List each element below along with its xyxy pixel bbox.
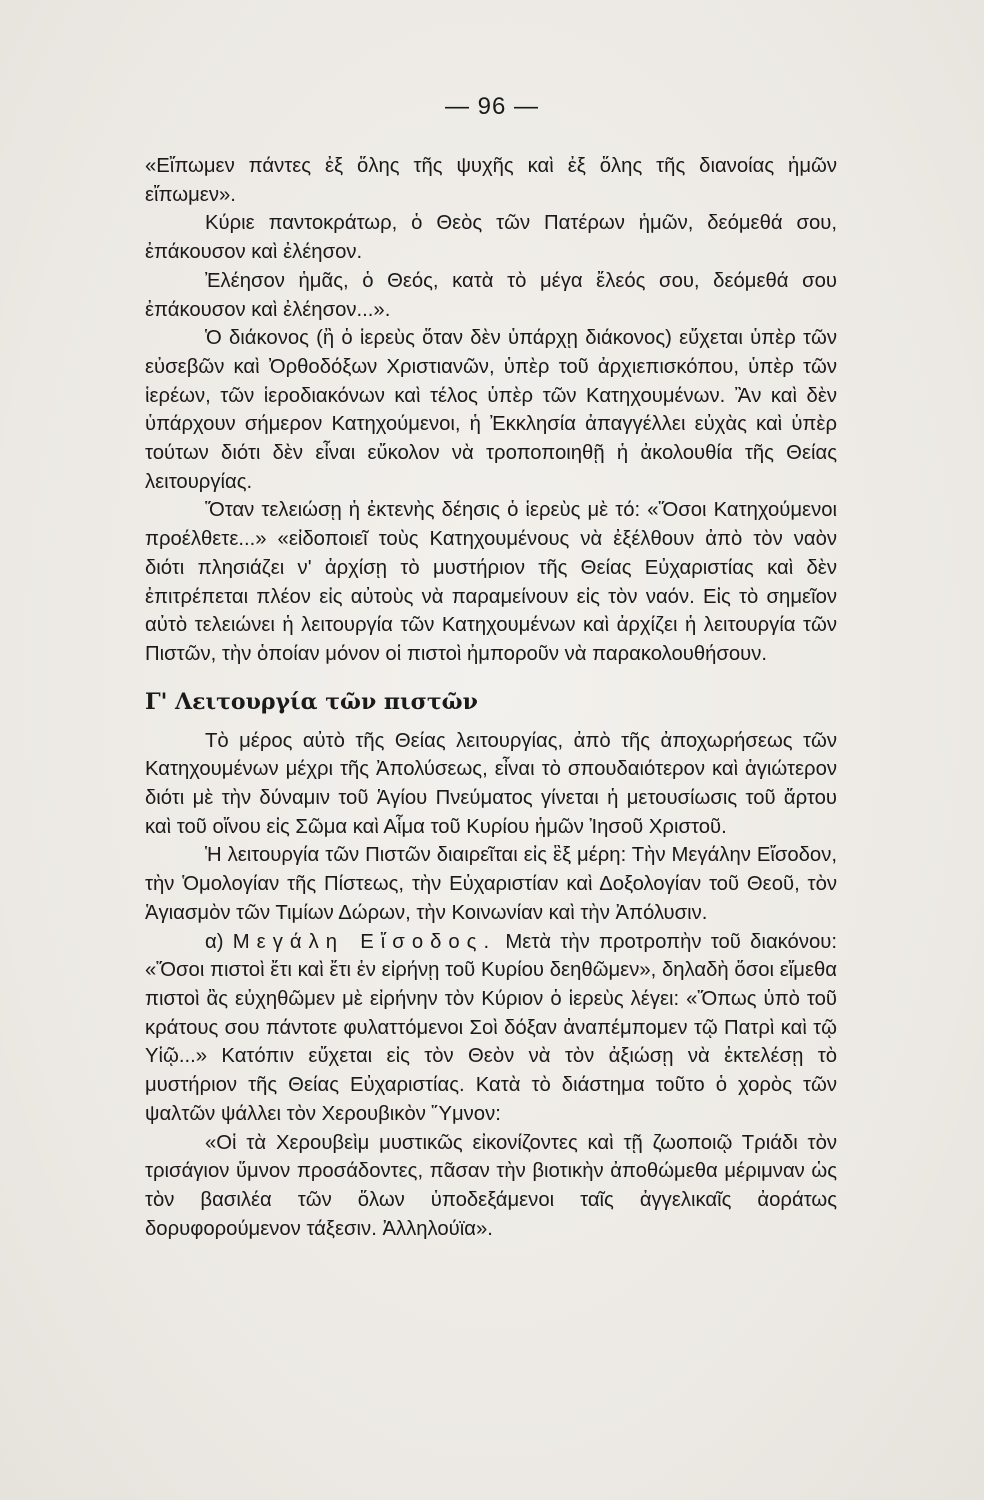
paragraph-deacon-prayers: Ὁ διάκονος (ἢ ὁ ἱερεὺς ὅταν δὲν ὑπάρχῃ διάκονος) εὔχεται ὑπὲρ τῶν εὐσεβῶν καὶ Ὀρθοδόξων Χριστιανῶν, ὑπὲρ τοῦ ἀρχιεπισκόπου, ὑπὲρ τῶν ἱερέων, τῶν ἱεροδιακόνων καὶ τέλος ὑπὲρ τῶν Κατηχουμένων. Ἂν καὶ δὲν ὑπάρχουν σήμερον Κατηχούμενοι, ἡ Ἐκκλησία ἀπαγγέλλει εὐχὰς καὶ ὑπὲρ τούτων διότι δὲν εἶναι εὔκολον νὰ τροποποιηθῇ ἡ ἀκολουθία τῆς Θείας λειτουργίας. [145,327,837,493]
paragraph-faithful-liturgy-parts: Ἡ λειτουργία τῶν Πιστῶν διαιρεῖται εἰς ἓξ μέρη: Τὴν Μεγάλην Εἴσοδον, τὴν Ὁμολογίαν τῆς Πίστεως, τὴν Εὐχαριστίαν καὶ Δοξολογίαν τοῦ Θεοῦ, τὸν Ἁγιασμὸν τῶν Τιμίων Δώρων, τὴν Κοινωνίαν καὶ τὴν Ἀπόλυσιν. [145,844,837,924]
subsection-label: α) [205,930,224,953]
subsection-title: Μεγάλη Εἴσοδος. [232,930,497,953]
paragraph-catechumens-dismissal: Ὅταν τελειώσῃ ἡ ἐκτενὴς δέησις ὁ ἱερεὺς μὲ τό: «Ὅσοι Κατηχούμενοι προέλθετε...» «εἰδοποιεῖ τοὺς Κατηχουμένους νὰ ἐξέλθουν ἀπὸ τὸν ναὸν διότι πλησιάζει ν' ἀρχίσῃ τὸ μυστήριον τῆς Θείας Εὐχαριστίας καὶ δὲν ἐπιτρέπεται πλέον εἰς αὐτοὺς νὰ παραμείνουν εἰς τὸν ναόν. Εἰς τὸ σημεῖον αὐτὸ τελειώνει ἡ λειτουργία τῶν Κατηχουμένων καὶ ἀρχίζει ἡ λειτουργία τῶν Πιστῶν, τὴν ὁποίαν μόνον οἱ πιστοὶ ἠμποροῦν νὰ παρακολουθήσουν. [145,499,837,665]
paragraph-faithful-liturgy-intro: Τὸ μέρος αὐτὸ τῆς Θείας λειτουργίας, ἀπὸ τῆς ἀποχωρήσεως τῶν Κατηχουμένων μέχρι τῆς Ἀπολύσεως, εἶναι τὸ σπουδαιότερον καὶ ἁγιώτερον διότι μὲ τὴν δύναμιν τοῦ Ἁγίου Πνεύματος γίνεται ἡ μετουσίωσις τοῦ ἄρτου καὶ τοῦ οἴνου εἰς Σῶμα καὶ Αἷμα τοῦ Κυρίου ἡμῶν Ἰησοῦ Χριστοῦ. [145,729,837,838]
paragraph-great-entrance [145,928,837,1129]
section-heading: Γ' Λειτουργία τῶν πιστῶν [145,688,478,715]
paragraph-eleison: Ἐλέησον ἡμᾶς, ὁ Θεός, κατὰ τὸ μέγα ἔλεός σου, δεόμεθά σου ἐπάκουσον καὶ ἐλέησον...». [145,269,837,321]
paragraph-prayer-call: «Εἴπωμεν πάντες ἐξ ὅλης τῆς ψυχῆς καὶ ἐξ ὅλης τῆς διανοίας ἡμῶν εἴπωμεν». [145,155,837,206]
paragraph-kyrie-pantokrator: Κύριε παντοκράτωρ, ὁ Θεὸς τῶν Πατέρων ἡμῶν, δεόμεθά σου, ἐπάκουσον καὶ ἐλέησον. [145,212,837,264]
subsection-text: Μετὰ τὴν προτροπὴν τοῦ διακόνου: «Ὅσοι πιστοὶ ἔτι καὶ ἔτι ἐν εἰρήνῃ τοῦ Κυρίου δεηθῶμεν», δηλαδὴ ὅσοι εἴμεθα πιστοὶ ἂς εὐχηθῶμεν μὲ εἰρήνην τὸν Κύριον ὁ ἱερεὺς λέγει: «Ὅπως ὑπὸ τοῦ κράτους σου πάντοτε φυλαττόμενοι Σοὶ δόξαν ἀναπέμπομεν τῷ Πατρὶ καὶ τῷ Υἱῷ...» Κατόπιν εὔχεται εἰς τὸν Θεὸν νὰ τὸν ἀξιώσῃ νὰ ἐκτελέσῃ τὸ μυστήριον τῆς Θείας Εὐχαριστίας. Κατὰ τὸ διάστημα τοῦτο ὁ χορὸς τῶν ψαλτῶν ψάλλει τὸν Χερουβικὸν Ὕμνον: [145,930,837,1125]
page-number: — 96 — [444,93,540,120]
page-body [145,152,837,1243]
paragraph-cherubic-hymn: «Οἱ τὰ Χερουβεὶμ μυστικῶς εἰκονίζοντες καὶ τῇ ζωοποιῷ Τριάδι τὸν τρισάγιον ὕμνον προσάδοντες, πᾶσαν τὴν βιοτικὴν ἀποθώμεθα μέριμναν ὡς τὸν βασιλέα τῶν ὅλων ὑποδεξάμενοι ταῖς ἀγγελικαῖς ἀοράτως δορυφορούμενον τάξεσιν. Ἀλληλούϊα». [145,1131,837,1240]
